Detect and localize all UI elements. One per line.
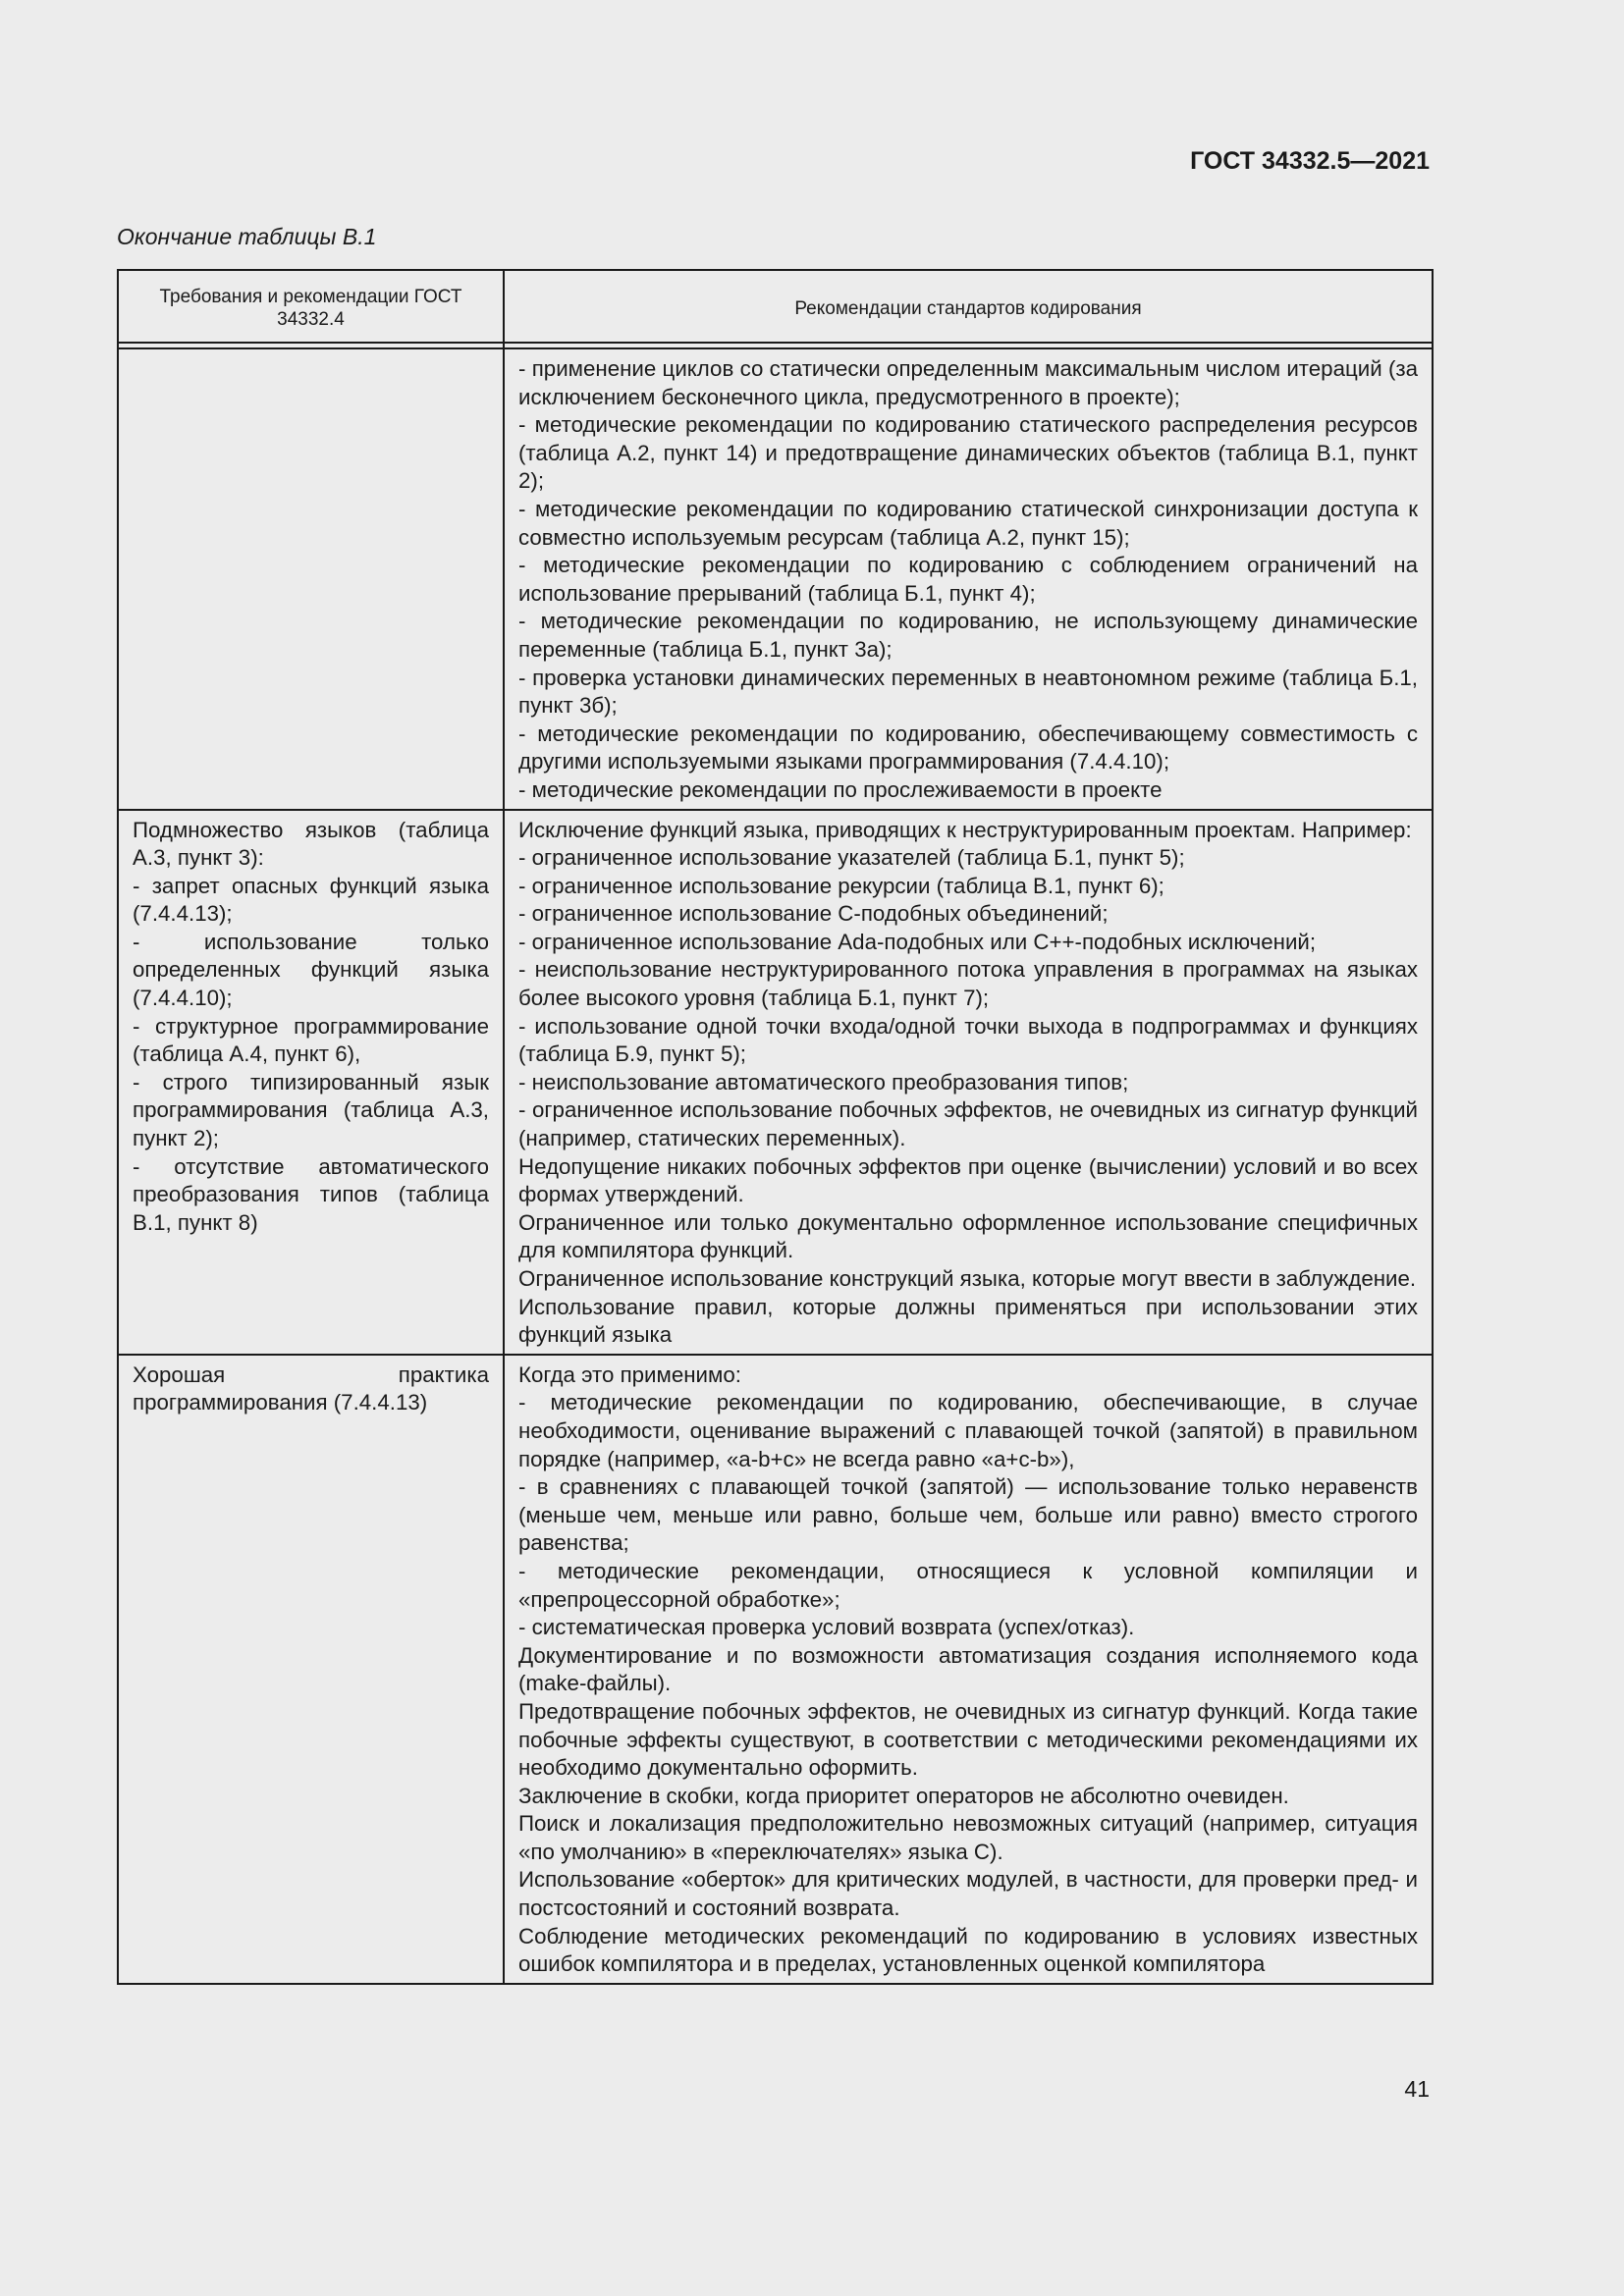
list-item: Подмножество языков (таблица А.3, пункт 3): (133, 817, 489, 871)
list-item: Недопущение никаких побочных эффектов при оценке (вычислении) условий и во всех формах утверждений. (518, 1153, 1418, 1207)
table-row (118, 348, 1433, 810)
list-item: - методические рекомендации по кодированию, обеспечивающие, в случае необходимости, оценивание выражений с плавающей точкой (запятой) в правильном порядке (например, «a-b+c» не всегда равно «a+c-b»), (518, 1390, 1418, 1471)
list-item: - методические рекомендации по кодированию, не использующему динамические переменные (таблица Б.1, пункт 3а); (518, 609, 1418, 662)
recommendation-cell (504, 348, 1433, 810)
list-item: Предотвращение побочных эффектов, не очевидных из сигнатур функций. Когда такие побочные эффекты существуют, в соответствии с методическими рекомендациями их необходимо документально оформить. (518, 1698, 1418, 1781)
list-item: Использование «оберток» для критических модулей, в частности, для проверки пред- и постсостояний и состояний возврата. (518, 1867, 1418, 1921)
list-item: - ограниченное использование рекурсии (таблица В.1, пункт 6); (518, 873, 1164, 898)
header-requirements: Требования и рекомендации ГОСТ 34332.4 (118, 270, 504, 343)
list-item: Ограниченное или только документально оформленное использование специфичных для компилятора функций. (518, 1209, 1418, 1263)
list-item: Документирование и по возможности автоматизация создания исполняемого кода (make-файлы). (518, 1642, 1418, 1696)
list-item: - ограниченное использование С-подобных объединений; (518, 901, 1109, 927)
list-item: - запрет опасных функций языка (7.4.4.13); (133, 873, 489, 927)
list-item: - методические рекомендации по кодированию, обеспечивающему совместимость с другими используемыми языками программирования (7.4.4.10); (518, 721, 1418, 774)
list-item: - методические рекомендации по прослеживаемости в проекте (518, 776, 1163, 802)
list-item: - методические рекомендации по кодированию статической синхронизации доступа к совместно используемым ресурсам (таблица А.2, пункт 15); (518, 496, 1418, 550)
list-item: - методические рекомендации по кодированию с соблюдением ограничений на использование прерываний (таблица Б.1, пункт 4); (518, 553, 1418, 606)
list-item: - ограниченное использование указателей (таблица Б.1, пункт 5); (518, 845, 1185, 871)
list-item: - строго типизированный язык программирования (таблица А.3, пункт 2); (133, 1069, 489, 1151)
page-number: 41 (1404, 2076, 1430, 2102)
table-row (118, 810, 1433, 1355)
requirements-table (117, 269, 1434, 1985)
list-item: - структурное программирование (таблица А.4, пункт 6), (133, 1013, 489, 1067)
list-item: - отсутствие автоматического преобразования типов (таблица В.1, пункт 8) (133, 1153, 489, 1235)
recommendation-cell (504, 810, 1433, 1355)
list-item: - применение циклов со статически определенным максимальным числом итераций (за исключением бесконечного цикла, предусмотренного в проекте); (518, 356, 1418, 409)
list-item: - неиспользование неструктурированного потока управления в программах на языках более высокого уровня (таблица Б.1, пункт 7); (518, 957, 1418, 1011)
list-item: - в сравнениях с плавающей точкой (запятой) — использование только неравенств (меньше чем, меньше или равно, больше чем, больше или равно) вместо строгого равенства; (518, 1474, 1418, 1556)
list-item: - использование только определенных функций языка (7.4.4.10); (133, 929, 489, 1011)
list-item: Ограниченное использование конструкций языка, которые могут ввести в заблуждение. (518, 1266, 1417, 1291)
recommendation-cell (504, 1355, 1433, 1984)
list-item: - проверка установки динамических переменных в неавтономном режиме (таблица Б.1, пункт 3б); (518, 665, 1418, 719)
list-item: Хорошая практика программирования (7.4.4.13) (133, 1362, 489, 1415)
requirement-cell (118, 1355, 504, 1984)
requirement-cell (118, 348, 504, 810)
list-item: Использование правил, которые должны применяться при использовании этих функций языка (518, 1294, 1418, 1348)
list-item: Заключение в скобки, когда приоритет операторов не абсолютно очевиден. (518, 1783, 1289, 1808)
table-row (118, 1355, 1433, 1984)
list-item: Соблюдение методических рекомендаций по кодированию в условиях известных ошибок компилятора и в пределах, установленных оценкой компилятора (518, 1923, 1418, 1977)
list-item: Поиск и локализация предположительно невозможных ситуаций (например, ситуация «по умолчанию» в «переключателях» языка С). (518, 1811, 1418, 1864)
list-item: - методические рекомендации, относящиеся к условной компиляции и «препроцессорной обработке»; (518, 1558, 1418, 1612)
list-item: Исключение функций языка, приводящих к неструктурированным проектам. Например: (518, 817, 1412, 842)
list-item: - систематическая проверка условий возврата (успех/отказ). (518, 1615, 1135, 1640)
list-item: - ограниченное использование побочных эффектов, не очевидных из сигнатур функций (например, статических переменных). (518, 1097, 1418, 1151)
list-item: - методические рекомендации по кодированию статического распределения ресурсов (таблица А.2, пункт 14) и предотвращение динамических объектов (таблица В.1, пункт 2); (518, 412, 1418, 494)
requirement-cell (118, 810, 504, 1355)
list-item: - неиспользование автоматического преобразования типов; (518, 1069, 1129, 1095)
document-code: ГОСТ 34332.5—2021 (1190, 147, 1430, 175)
header-recommendations: Рекомендации стандартов кодирования (504, 270, 1433, 343)
list-item: Когда это применимо: (518, 1362, 741, 1387)
list-item: - ограниченное использование Ada-подобных или С++-подобных исключений; (518, 929, 1317, 954)
list-item: - использование одной точки входа/одной точки выхода в подпрограммах и функциях (таблица Б.9, пункт 5); (518, 1013, 1418, 1067)
table-header-row (118, 270, 1433, 343)
table-caption: Окончание таблицы В.1 (117, 224, 377, 249)
